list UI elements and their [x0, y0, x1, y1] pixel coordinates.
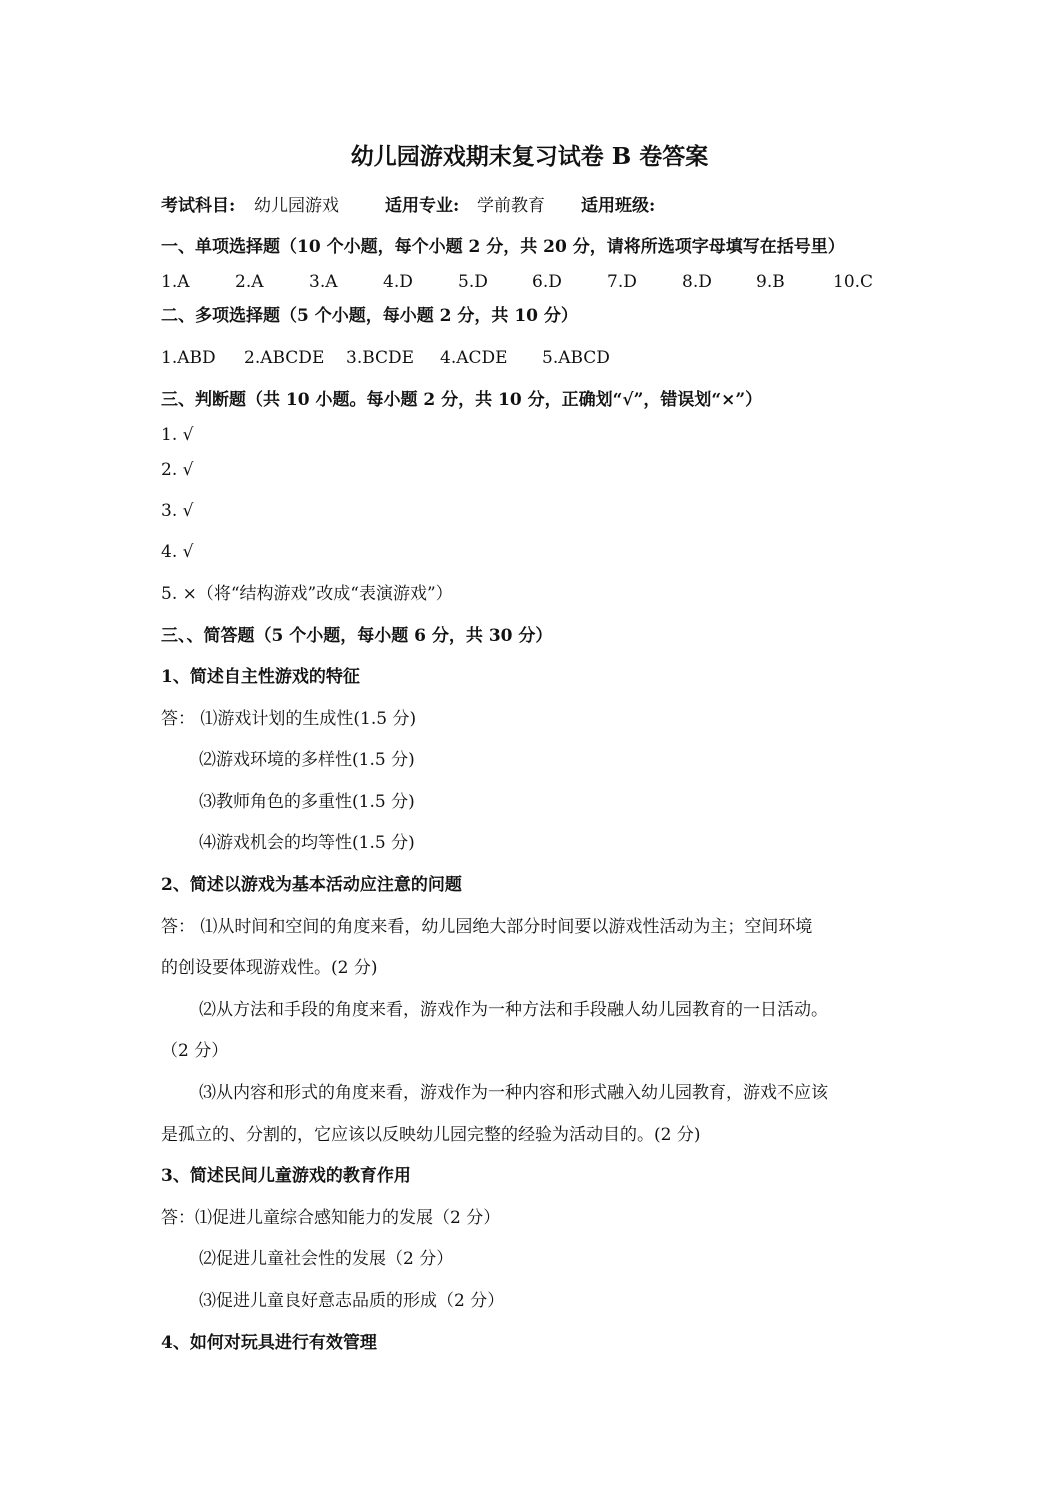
- major-value: 学前教育: [477, 196, 545, 216]
- tf-answer: 3. √: [161, 501, 194, 521]
- answer-line: ⑷游戏机会的均等性(1.5 分): [199, 833, 415, 853]
- answer-line: 的创设要体现游戏性。(2 分): [161, 958, 378, 978]
- answer-item: 2.ABCDE: [244, 348, 325, 368]
- answer-line: ⑵游戏环境的多样性(1.5 分): [199, 750, 415, 770]
- answer-item: 9.B: [756, 272, 785, 292]
- answer-item: 3.BCDE: [346, 348, 415, 368]
- answer-line: 答：⑴促进儿童综合感知能力的发展（2 分）: [161, 1208, 501, 1228]
- answer-item: 5.D: [458, 272, 488, 292]
- answer-item: 7.D: [607, 272, 637, 292]
- section-heading-short-answer: 三、、简答题（5 个小题，每小题 6 分，共 30 分）: [161, 626, 553, 646]
- tf-answer: 2. √: [161, 460, 194, 480]
- major-label: 适用专业:: [385, 196, 460, 216]
- tf-answer: 1. √: [161, 425, 194, 445]
- section-heading-true-false: 三、判断题（共 10 小题。每小题 2 分，共 10 分，正确划“√”，错误划“×”）: [161, 390, 763, 410]
- section-heading-single-choice: 一、单项选择题（10 个小题，每个小题 2 分，共 20 分，请将所选项字母填写在括号里）: [161, 237, 845, 257]
- class-label: 适用班级:: [581, 196, 656, 216]
- answer-item: 1.A: [161, 272, 190, 292]
- answer-item: 6.D: [532, 272, 562, 292]
- answer-item: 3.A: [309, 272, 338, 292]
- answer-item: 4.D: [383, 272, 413, 292]
- tf-answer: 5. ×（将“结构游戏”改成“表演游戏”）: [161, 584, 453, 604]
- answer-line: ⑶教师角色的多重性(1.5 分): [199, 792, 415, 812]
- answer-line: ⑵促进儿童社会性的发展（2 分）: [199, 1249, 454, 1269]
- answer-line: 答： ⑴游戏计划的生成性(1.5 分): [161, 709, 417, 729]
- tf-answer: 4. √: [161, 542, 194, 562]
- question-title: 3、简述民间儿童游戏的教育作用: [161, 1166, 411, 1186]
- question-title: 1、简述自主性游戏的特征: [161, 667, 360, 687]
- question-title: 4、如何对玩具进行有效管理: [161, 1333, 377, 1353]
- subject-value: 幼儿园游戏: [254, 196, 339, 216]
- answer-line: ⑶促进儿童良好意志品质的形成（2 分）: [199, 1291, 505, 1311]
- answer-item: 4.ACDE: [440, 348, 508, 368]
- answer-item: 1.ABD: [161, 348, 216, 368]
- question-title: 2、简述以游戏为基本活动应注意的问题: [161, 875, 462, 895]
- answer-item: 8.D: [682, 272, 712, 292]
- section-heading-multi-choice: 二、多项选择题（5 个小题，每小题 2 分，共 10 分）: [161, 306, 578, 326]
- page-title: 幼儿园游戏期末复习试卷 B 卷答案: [350, 143, 709, 170]
- answer-line: 答： ⑴从时间和空间的角度来看，幼儿园绝大部分时间要以游戏性活动为主；空间环境: [161, 917, 813, 937]
- answer-line: （2 分）: [161, 1041, 229, 1061]
- answer-item: 10.C: [833, 272, 874, 292]
- answer-line: ⑵从方法和手段的角度来看，游戏作为一种方法和手段融人幼儿园教育的一日活动。: [199, 1000, 828, 1020]
- answer-line: 是孤立的、分割的，它应该以反映幼儿园完整的经验为活动目的。(2 分): [161, 1125, 701, 1145]
- answer-item: 5.ABCD: [542, 348, 610, 368]
- answer-line: ⑶从内容和形式的角度来看，游戏作为一种内容和形式融入幼儿园教育，游戏不应该: [199, 1083, 828, 1103]
- multi-choice-answers: [161, 347, 641, 369]
- subject-label: 考试科目:: [161, 196, 236, 216]
- single-choice-answers: [161, 271, 901, 293]
- answer-item: 2.A: [235, 272, 264, 292]
